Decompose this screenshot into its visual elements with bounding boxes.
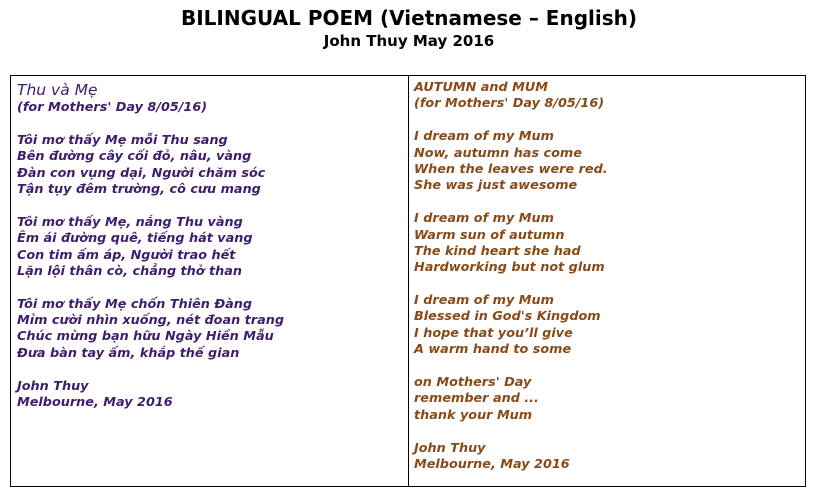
- english-line: Now, autumn has come: [414, 145, 582, 161]
- vietnamese-author: John Thuy: [17, 378, 89, 394]
- vietnamese-title: Thu và Mẹ: [17, 81, 98, 99]
- vietnamese-line: Bên đường cây cối đỏ, nâu, vàng: [17, 149, 252, 165]
- english-author: John Thuy: [414, 440, 486, 456]
- vietnamese-line: Đàn con vụng dại, Người chăm sóc: [17, 165, 266, 181]
- vietnamese-line: Con tim ấm áp, Người trao hết: [17, 247, 236, 263]
- vietnamese-line: Lặn lội thân cò, chẳng thở than: [17, 263, 243, 279]
- english-line: on Mothers' Day: [414, 375, 532, 391]
- english-line: When the leaves were red.: [414, 161, 608, 177]
- page-title: BILINGUAL POEM (Vietnamese – English): [180, 6, 637, 30]
- vietnamese-line: Tôi mơ thấy Mẹ mỗi Thu sang: [17, 132, 228, 148]
- vietnamese-line: Chúc mừng bạn hữu Ngày Hiền Mẫu: [17, 329, 274, 345]
- english-column: [414, 80, 799, 473]
- english-line: Warm sun of autumn: [414, 227, 565, 243]
- vietnamese-column: [17, 80, 402, 411]
- vietnamese-line: Tận tụy đêm trường, cô cưu mang: [17, 181, 261, 197]
- english-line: I hope that you’ll give: [414, 325, 573, 341]
- english-dedication: (for Mothers' Day 8/05/16): [414, 96, 605, 112]
- english-line: She was just awesome: [414, 178, 578, 194]
- vietnamese-place-date: Melbourne, May 2016: [17, 395, 173, 411]
- english-line: I dream of my Mum: [414, 211, 554, 227]
- english-line: thank your Mum: [414, 407, 533, 423]
- vietnamese-line: Tôi mơ thấy Mẹ chốn Thiên Đàng: [17, 296, 253, 312]
- english-title: AUTUMN and MUM: [414, 80, 548, 95]
- page-subtitle: John Thuy May 2016: [323, 32, 495, 50]
- column-divider: [408, 76, 409, 486]
- english-line: I dream of my Mum: [414, 129, 554, 145]
- english-line: Blessed in God's Kingdom: [414, 309, 601, 325]
- english-place-date: Melbourne, May 2016: [414, 457, 570, 472]
- english-line: I dream of my Mum: [414, 293, 554, 309]
- english-line: Hardworking but not glum: [414, 260, 605, 276]
- english-line: remember and ...: [414, 391, 539, 407]
- vietnamese-line: Mỉm cười nhìn xuống, nét đoan trang: [17, 313, 285, 329]
- vietnamese-line: Đưa bàn tay ấm, khắp thế gian: [17, 345, 240, 361]
- poem-table: [10, 75, 806, 487]
- english-line: The kind heart she had: [414, 243, 581, 259]
- vietnamese-line: Tôi mơ thấy Mẹ, nắng Thu vàng: [17, 214, 243, 230]
- vietnamese-line: Êm ái đường quê, tiếng hát vang: [17, 231, 253, 247]
- vietnamese-dedication: (for Mothers' Day 8/05/16): [17, 100, 208, 115]
- english-line: A warm hand to some: [414, 342, 572, 358]
